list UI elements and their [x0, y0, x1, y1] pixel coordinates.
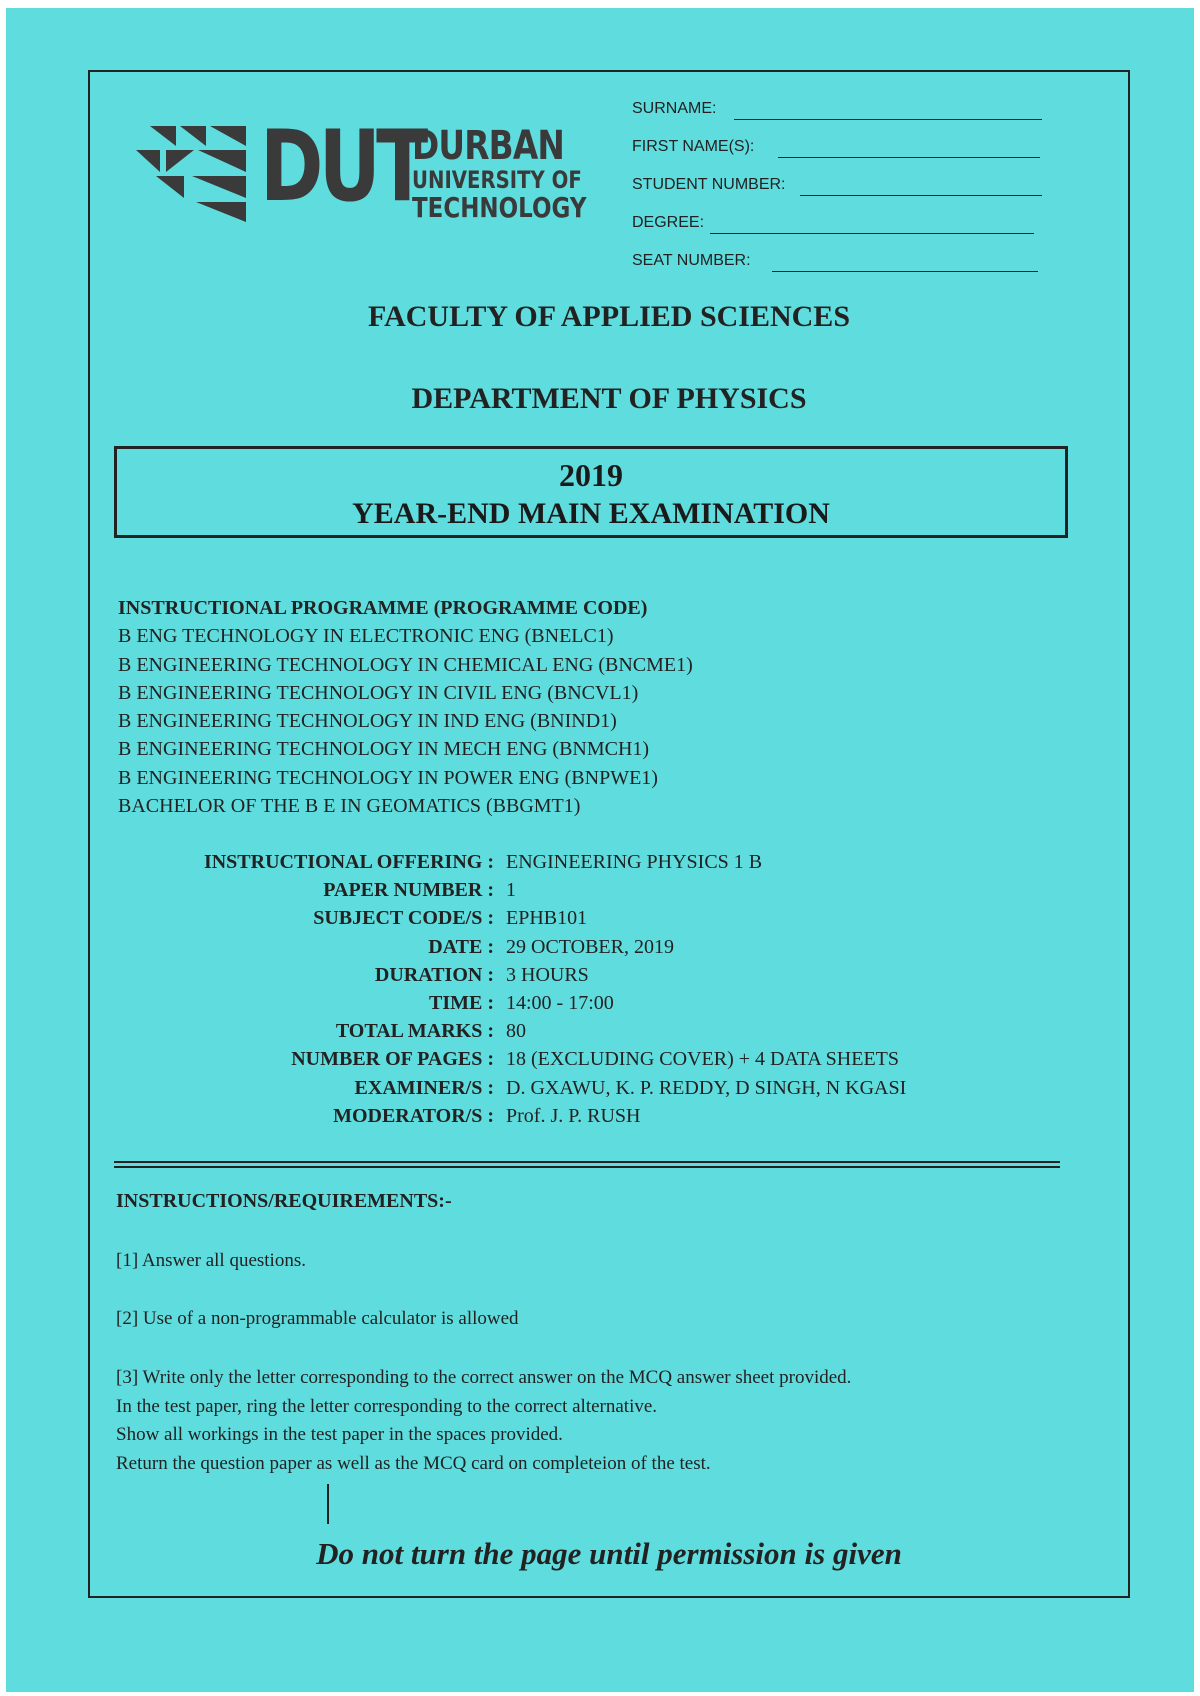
offering-value: EPHB101	[506, 907, 588, 930]
answer-line	[710, 233, 1034, 234]
offering-key: MODERATOR/S :	[333, 1104, 494, 1127]
faculty-heading: FACULTY OF APPLIED SCIENCES	[367, 300, 851, 333]
vertical-mark	[327, 1484, 329, 1524]
triangle-mark-icon	[136, 124, 256, 224]
offering-row	[150, 1074, 1050, 1102]
surname-field[interactable]	[632, 100, 1042, 122]
instruction-line: Show all workings in the test paper in the spaces provided.	[116, 1424, 563, 1445]
field-label: FIRST NAME(S):	[632, 138, 755, 155]
offering-value: ENGINEERING PHYSICS 1 B	[506, 851, 763, 873]
offering-value: D. GXAWU, K. P. REDDY, D SINGH, N KGASI	[506, 1076, 907, 1099]
offering-value: 80	[506, 1020, 526, 1043]
offering-key: PAPER NUMBER :	[323, 879, 494, 902]
logo-line-2: UNIVERSITY OF	[412, 166, 582, 194]
programme-item: B ENG TECHNOLOGY IN ELECTRONIC ENG (BNELC1)	[118, 625, 614, 648]
degree-field[interactable]	[632, 214, 1034, 236]
programme-list	[118, 594, 693, 820]
logo-abbreviation: DUT	[260, 110, 424, 224]
offering-row	[150, 933, 1050, 961]
offering-key: SUBJECT CODE/S :	[313, 907, 494, 930]
offering-value: 1	[506, 879, 516, 902]
offering-row	[150, 848, 1050, 876]
instruction-line: [3] Write only the letter corresponding to the correct answer on the MCQ answer sheet provided.	[116, 1367, 852, 1388]
logo-line-1: DURBAN	[412, 123, 565, 169]
field-label: DEGREE:	[632, 214, 705, 231]
answer-line	[734, 119, 1042, 120]
instruction-item-3	[116, 1364, 851, 1478]
first-names-field[interactable]	[632, 138, 1040, 160]
offering-row	[150, 961, 1050, 989]
offering-value: 14:00 - 17:00	[506, 991, 614, 1014]
programme-heading: INSTRUCTIONAL PROGRAMME (PROGRAMME CODE)	[118, 597, 648, 619]
offering-row	[150, 989, 1050, 1017]
offering-row	[150, 1017, 1050, 1045]
logo-line-3: TECHNOLOGY	[412, 191, 587, 224]
offering-details	[150, 848, 1050, 1130]
offering-value: 3 HOURS	[506, 963, 589, 986]
programme-item: B ENGINEERING TECHNOLOGY IN IND ENG (BNIND1)	[118, 710, 617, 733]
exam-year: 2019	[559, 457, 623, 493]
offering-value: Prof. J. P. RUSH	[506, 1104, 641, 1127]
programme-item: BACHELOR OF THE B E IN GEOMATICS (BBGMT1)	[118, 795, 581, 818]
offering-key: DATE :	[428, 935, 494, 958]
offering-row	[150, 904, 1050, 932]
offering-key: NUMBER OF PAGES :	[291, 1048, 494, 1071]
offering-key: TOTAL MARKS :	[335, 1020, 494, 1043]
field-label: SURNAME:	[632, 100, 717, 117]
seat-number-field[interactable]	[632, 252, 1038, 274]
offering-value: 29 OCTOBER, 2019	[506, 935, 674, 958]
answer-line	[778, 157, 1040, 158]
exam-title-box	[114, 446, 1068, 538]
programme-item: B ENGINEERING TECHNOLOGY IN POWER ENG (BNPWE1)	[118, 766, 658, 789]
programme-item: B ENGINEERING TECHNOLOGY IN CIVIL ENG (BNCVL1)	[118, 681, 639, 704]
logo-university-name	[412, 123, 587, 224]
instruction-line: In the test paper, ring the letter corresponding to the correct alternative.	[116, 1395, 658, 1417]
answer-line	[772, 271, 1038, 272]
offering-key: DURATION :	[374, 963, 494, 986]
instruction-item-1: [1] Answer all questions.	[116, 1250, 306, 1271]
warning-notice: Do not turn the page until permission is given	[316, 1536, 902, 1571]
programme-item: B ENGINEERING TECHNOLOGY IN MECH ENG (BNMCH1)	[118, 738, 650, 761]
field-label: STUDENT NUMBER:	[632, 176, 786, 193]
dut-logo	[136, 110, 587, 224]
offering-key: INSTRUCTIONAL OFFERING :	[203, 851, 494, 873]
department-heading: DEPARTMENT OF PHYSICS	[411, 382, 807, 415]
offering-key: TIME :	[429, 991, 494, 1014]
offering-row	[150, 1102, 1050, 1130]
instruction-item-2: [2] Use of a non-programmable calculator is allowed	[116, 1308, 519, 1329]
student-number-field[interactable]	[632, 176, 1042, 198]
exam-title: YEAR-END MAIN EXAMINATION	[352, 497, 830, 530]
instructions-heading: INSTRUCTIONS/REQUIREMENTS:-	[116, 1190, 452, 1212]
answer-line	[800, 195, 1042, 196]
offering-key: EXAMINER/S :	[354, 1076, 494, 1099]
section-divider	[114, 1161, 1060, 1168]
offering-value: 18 (EXCLUDING COVER) + 4 DATA SHEETS	[506, 1048, 899, 1071]
offering-row	[150, 1045, 1050, 1073]
field-label: SEAT NUMBER:	[632, 252, 751, 269]
instruction-line: Return the question paper as well as the MCQ card on completeion of the test.	[116, 1452, 711, 1474]
offering-row	[150, 876, 1050, 904]
programme-item: B ENGINEERING TECHNOLOGY IN CHEMICAL ENG (BNCME1)	[118, 653, 693, 676]
